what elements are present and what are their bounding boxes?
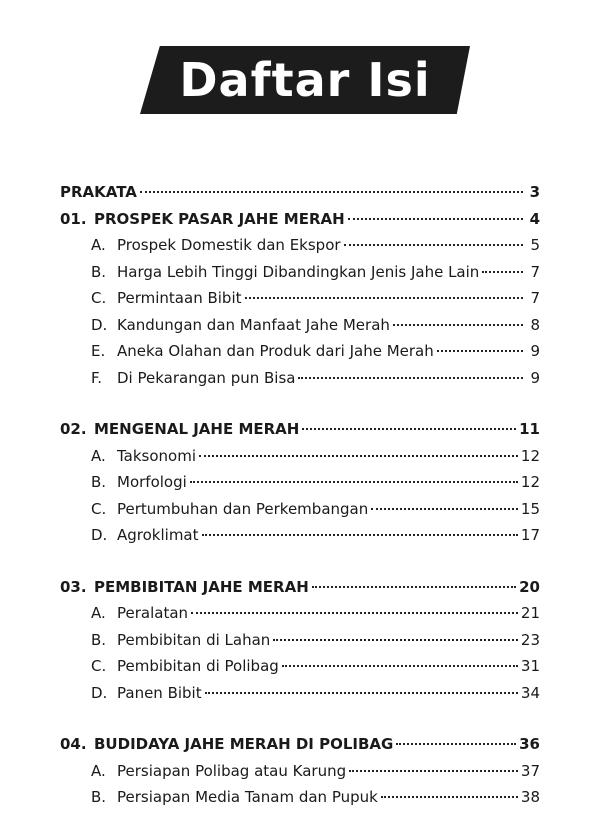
toc-section-03 bbox=[60, 578, 540, 711]
dot-leader bbox=[199, 455, 518, 457]
dot-leader bbox=[273, 639, 518, 641]
toc-page: 17 bbox=[520, 526, 540, 544]
toc-chapter-04[interactable] bbox=[60, 735, 540, 762]
toc-label: BUDIDAYA JAHE MERAH DI POLIBAG bbox=[94, 735, 394, 753]
dot-leader bbox=[393, 324, 523, 326]
toc-item[interactable] bbox=[60, 788, 540, 815]
toc-page: 21 bbox=[520, 604, 540, 622]
toc-label: Pembibitan di Lahan bbox=[117, 630, 271, 649]
toc-item[interactable] bbox=[60, 236, 540, 263]
toc-chapter-02[interactable] bbox=[60, 420, 540, 447]
toc-item[interactable] bbox=[60, 684, 540, 711]
toc-label: Peralatan bbox=[117, 604, 189, 622]
toc-item[interactable] bbox=[60, 369, 540, 396]
toc-page: 37 bbox=[520, 761, 540, 780]
item-letter: A. bbox=[91, 446, 106, 465]
toc-page: 9 bbox=[530, 368, 540, 387]
dot-leader bbox=[205, 692, 518, 694]
item-letter: B. bbox=[91, 262, 107, 281]
toc-label: PRAKATA bbox=[60, 183, 137, 201]
toc-page: 5 bbox=[530, 236, 540, 254]
toc-item[interactable] bbox=[60, 500, 540, 527]
item-letter: C. bbox=[91, 289, 107, 307]
item-letter: F. bbox=[91, 368, 102, 387]
dot-leader bbox=[371, 508, 518, 510]
toc-chapter-01[interactable] bbox=[60, 210, 540, 237]
toc-label: Persiapan Polibag atau Karung bbox=[117, 761, 347, 780]
dot-leader bbox=[190, 481, 518, 483]
toc-page: 38 bbox=[520, 788, 540, 806]
item-letter: B. bbox=[91, 473, 107, 491]
toc-page: 34 bbox=[520, 683, 540, 702]
item-letter: A. bbox=[91, 604, 106, 622]
dot-leader bbox=[282, 665, 518, 667]
toc-item[interactable] bbox=[60, 263, 540, 290]
toc-label: Taksonomi bbox=[117, 446, 197, 465]
dot-leader bbox=[349, 770, 518, 772]
toc-label: Aneka Olahan dan Produk dari Jahe Merah bbox=[117, 342, 434, 360]
toc-page: 12 bbox=[520, 473, 540, 491]
page-title: Daftar Isi bbox=[179, 53, 431, 107]
toc-item[interactable] bbox=[60, 289, 540, 316]
toc-page: 7 bbox=[530, 262, 540, 281]
toc-label: Di Pekarangan pun Bisa bbox=[117, 368, 296, 387]
toc-page: 11 bbox=[519, 420, 540, 438]
toc-label: Harga Lebih Tinggi Dibandingkan Jenis Jahe Lain bbox=[117, 262, 480, 281]
toc-page: 7 bbox=[530, 289, 540, 307]
toc-page: 20 bbox=[519, 577, 540, 596]
dot-leader bbox=[202, 534, 518, 536]
toc-page: 23 bbox=[520, 630, 540, 649]
dot-leader bbox=[482, 271, 523, 273]
toc-chapter-03[interactable] bbox=[60, 578, 540, 605]
dot-leader bbox=[437, 350, 523, 352]
toc-section-02 bbox=[60, 420, 540, 553]
item-letter: A. bbox=[91, 236, 106, 254]
item-letter: A. bbox=[91, 761, 106, 780]
toc-item[interactable] bbox=[60, 473, 540, 500]
toc-label: Morfologi bbox=[117, 473, 187, 491]
toc-page: 3 bbox=[529, 183, 540, 201]
chapter-number: 02. bbox=[60, 420, 87, 438]
dot-leader bbox=[302, 428, 516, 430]
toc-entry-prakata[interactable] bbox=[60, 183, 540, 210]
toc-item[interactable] bbox=[60, 631, 540, 658]
toc-page: 31 bbox=[520, 657, 540, 675]
toc-item[interactable] bbox=[60, 657, 540, 684]
toc-section-01 bbox=[60, 183, 540, 395]
item-letter: C. bbox=[91, 499, 107, 518]
dot-leader bbox=[298, 377, 523, 379]
dot-leader bbox=[245, 297, 524, 299]
chapter-number: 01. bbox=[60, 209, 87, 228]
toc-label: Persiapan Media Tanam dan Pupuk bbox=[117, 788, 378, 806]
toc-label: PROSPEK PASAR JAHE MERAH bbox=[94, 209, 345, 228]
dot-leader bbox=[344, 244, 523, 246]
toc-item[interactable] bbox=[60, 447, 540, 474]
item-letter: C. bbox=[91, 657, 107, 675]
toc-item[interactable] bbox=[60, 762, 540, 789]
toc-page: 9 bbox=[530, 342, 540, 360]
dot-leader bbox=[312, 586, 516, 588]
toc-item[interactable] bbox=[60, 604, 540, 631]
item-letter: B. bbox=[91, 788, 107, 806]
item-letter: D. bbox=[91, 683, 108, 702]
toc-item[interactable] bbox=[60, 526, 540, 553]
item-letter: E. bbox=[91, 342, 106, 360]
dot-leader bbox=[381, 796, 518, 798]
toc-label: Prospek Domestik dan Ekspor bbox=[117, 236, 341, 254]
toc-label: Kandungan dan Manfaat Jahe Merah bbox=[117, 315, 390, 334]
dot-leader bbox=[191, 612, 518, 614]
dot-leader bbox=[396, 743, 516, 745]
chapter-number: 03. bbox=[60, 577, 87, 596]
chapter-number: 04. bbox=[60, 735, 87, 753]
table-of-contents bbox=[60, 183, 540, 815]
toc-label: Panen Bibit bbox=[117, 683, 202, 702]
dot-leader bbox=[140, 191, 523, 193]
toc-label: PEMBIBITAN JAHE MERAH bbox=[94, 577, 309, 596]
toc-item[interactable] bbox=[60, 316, 540, 343]
toc-label: MENGENAL JAHE MERAH bbox=[94, 420, 300, 438]
toc-label: Permintaan Bibit bbox=[117, 289, 242, 307]
item-letter: B. bbox=[91, 630, 107, 649]
dot-leader bbox=[348, 218, 523, 220]
toc-page: 36 bbox=[519, 735, 540, 753]
toc-page: 15 bbox=[520, 499, 540, 518]
toc-page: 4 bbox=[529, 209, 540, 228]
toc-item[interactable] bbox=[60, 342, 540, 369]
toc-label: Pembibitan di Polibag bbox=[117, 657, 279, 675]
toc-page: 12 bbox=[520, 446, 540, 465]
toc-label: Pertumbuhan dan Perkembangan bbox=[117, 499, 369, 518]
item-letter: D. bbox=[91, 315, 108, 334]
toc-label: Agroklimat bbox=[117, 526, 199, 544]
toc-page: 8 bbox=[530, 315, 540, 334]
toc-section-04 bbox=[60, 735, 540, 815]
item-letter: D. bbox=[91, 526, 108, 544]
